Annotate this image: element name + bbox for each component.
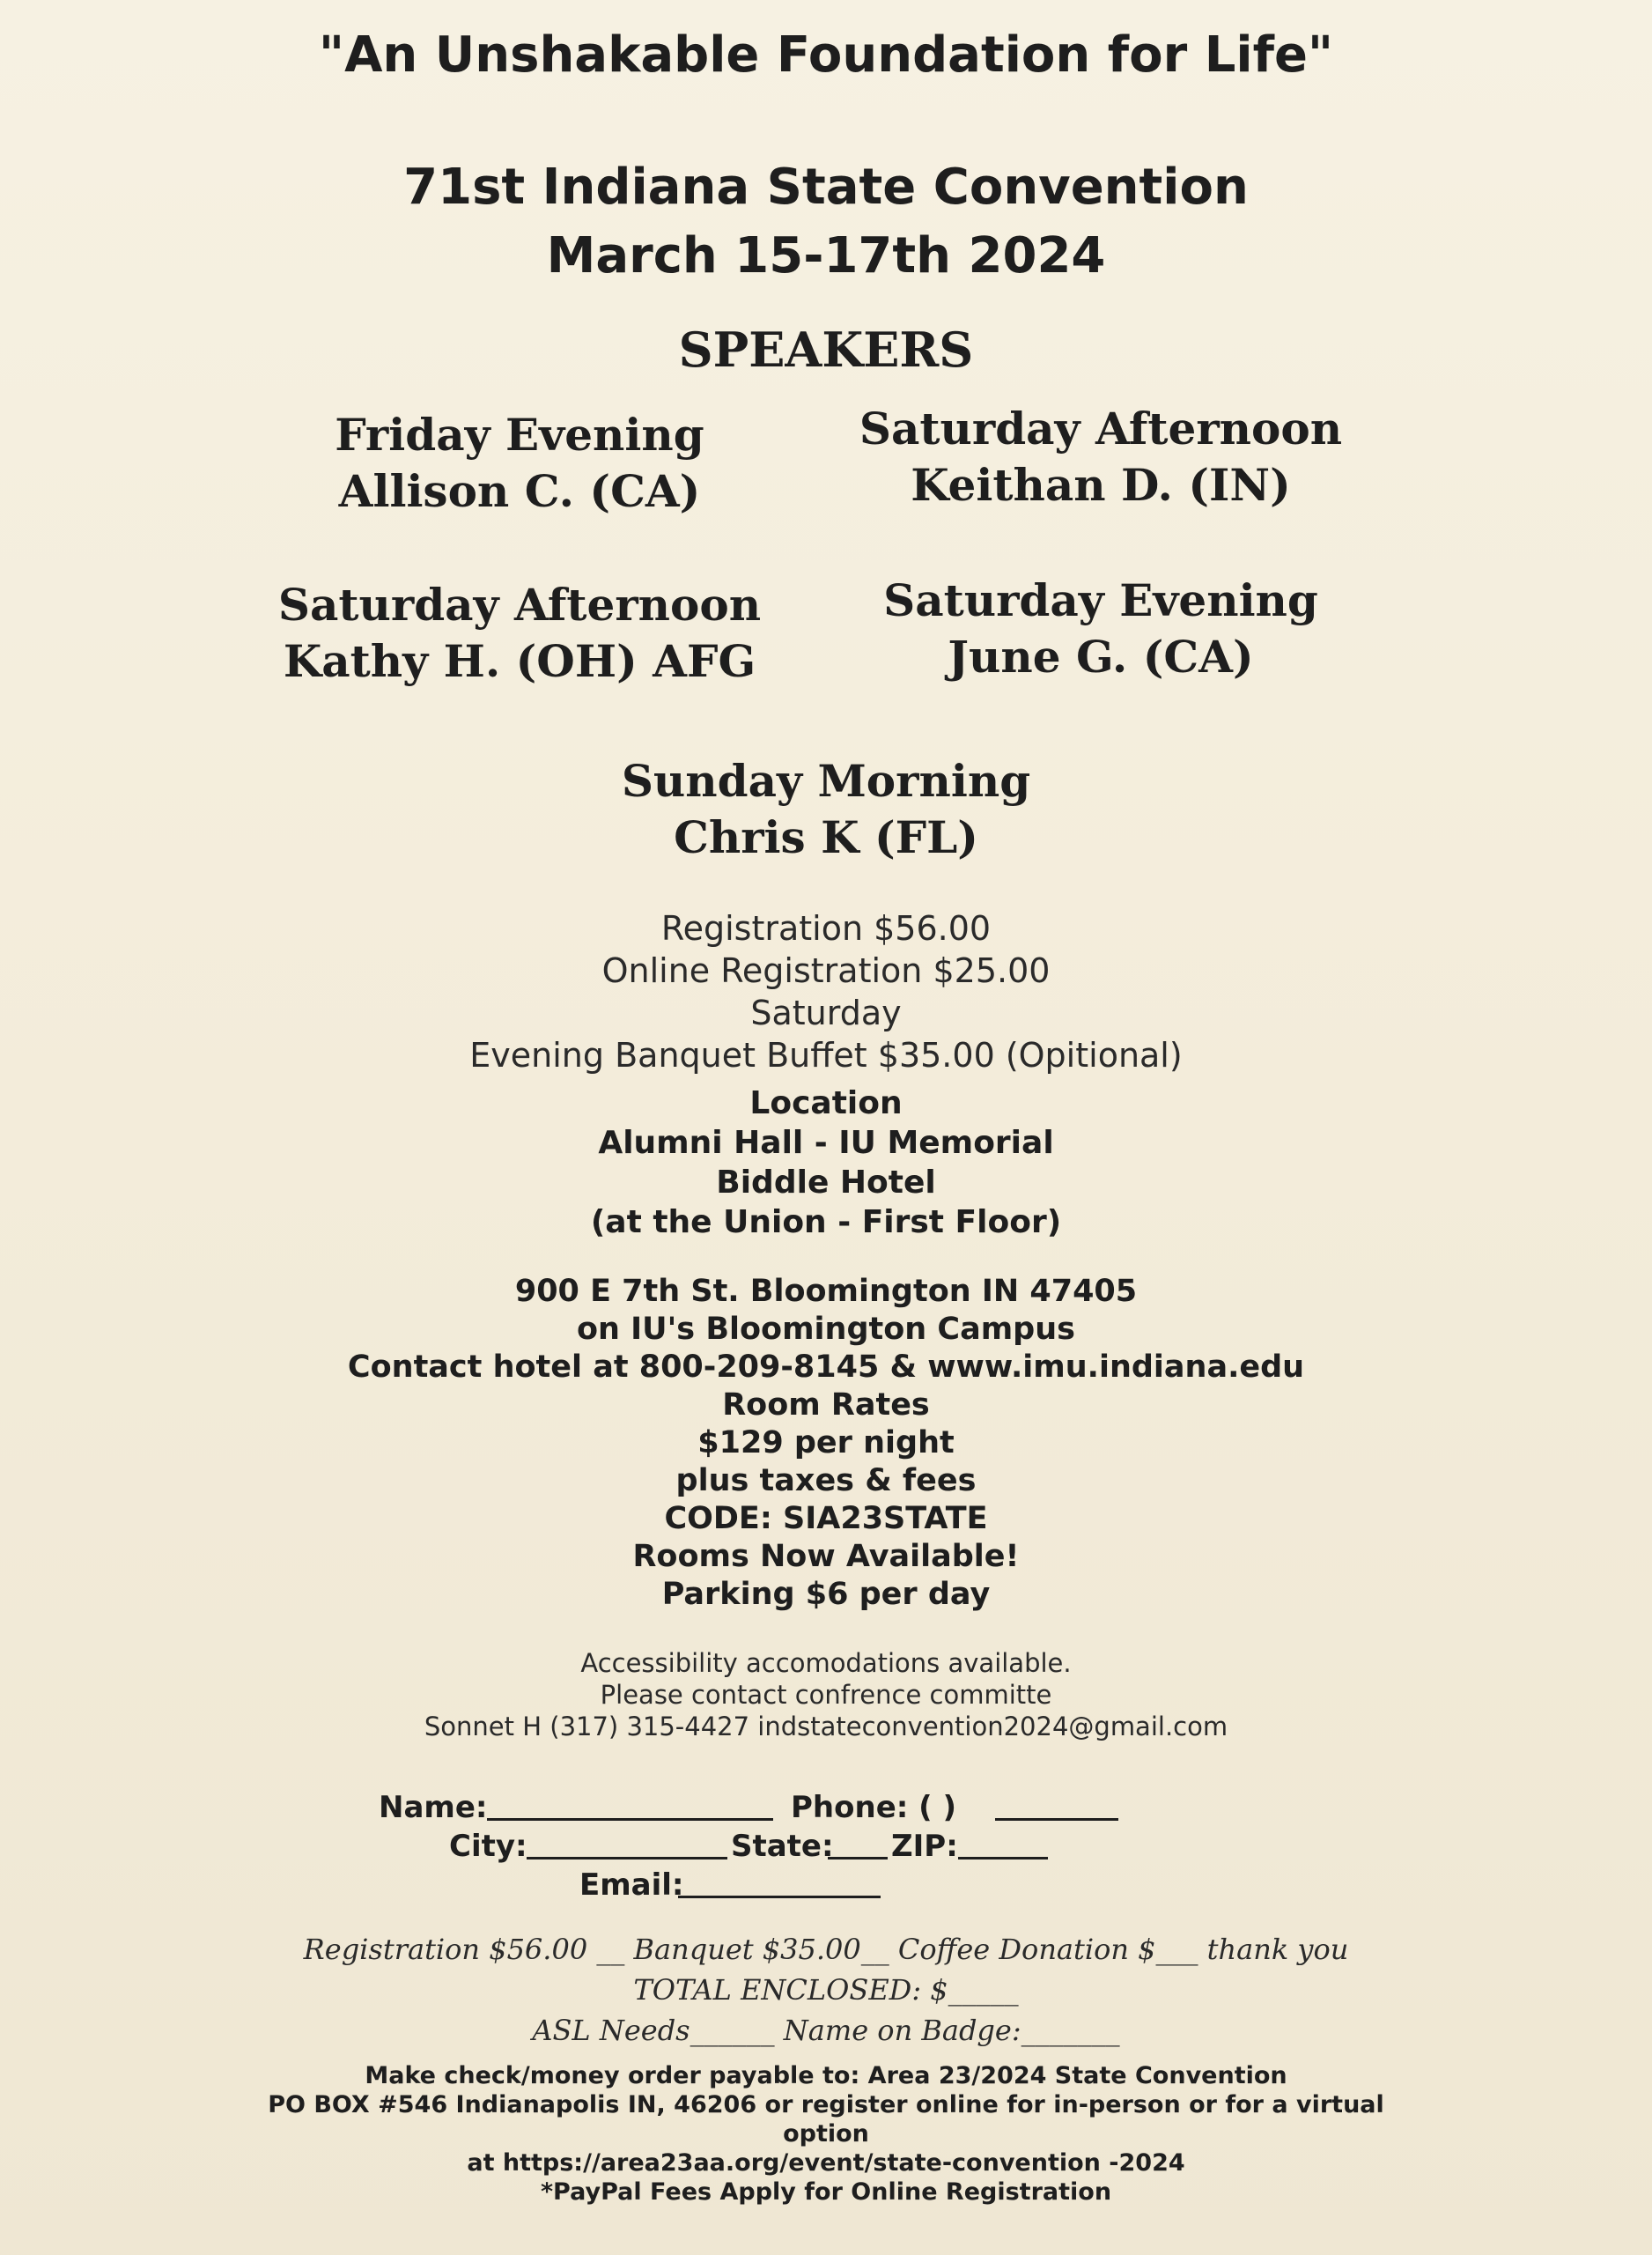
speaker-block <box>211 407 828 520</box>
state-field[interactable] <box>828 1830 888 1859</box>
address-line: CODE: SIA23STATE <box>664 1501 988 1536</box>
order-section <box>0 1929 1652 2051</box>
speaker-session: Saturday Evening <box>883 574 1318 626</box>
fees-section <box>0 907 1652 1076</box>
name-field[interactable] <box>487 1792 773 1821</box>
form-row-city-state-zip <box>0 1827 1652 1866</box>
convention-name: 71st Indiana State Convention <box>403 159 1249 216</box>
phone-field[interactable] <box>995 1792 1118 1821</box>
address-line: on IU's Bloomington Campus <box>577 1312 1075 1347</box>
speaker-session: Saturday Afternoon <box>277 579 762 631</box>
fee-line: Registration $56.00 <box>660 909 992 948</box>
form-row-name-phone <box>0 1788 1652 1827</box>
accessibility-line: Sonnet H (317) 315-4427 indstateconvention2024@gmail.com <box>424 1712 1228 1741</box>
accessibility-line: Accessibility accomodations available. <box>580 1648 1072 1678</box>
fee-line: Online Registration $25.00 <box>601 951 1051 990</box>
speaker-name: June G. (CA) <box>948 631 1254 683</box>
fee-line: Saturday <box>750 994 902 1032</box>
address-line: Parking $6 per day <box>661 1577 991 1612</box>
address-line: 900 E 7th St. Bloomington IN 47405 <box>514 1274 1138 1309</box>
address-line: $129 per night <box>697 1425 955 1460</box>
order-line-total: TOTAL ENCLOSED: $_____ <box>633 1973 1019 2007</box>
phone-label: Phone: ( ) <box>791 1790 957 1825</box>
speaker-name: Chris K (FL) <box>674 811 978 863</box>
email-field[interactable] <box>678 1869 881 1898</box>
location-line: (at the Union - First Floor) <box>590 1204 1062 1240</box>
city-field[interactable] <box>527 1830 727 1859</box>
location-line: Location <box>749 1085 903 1121</box>
address-line: plus taxes & fees <box>675 1463 977 1498</box>
accessibility-section <box>0 1647 1652 1742</box>
form-row-email <box>0 1866 1652 1904</box>
speaker-session: Sunday Morning <box>621 755 1031 807</box>
city-label: City: <box>449 1829 527 1864</box>
registration-url: at https://area23aa.org/event/state-convention -2024 <box>467 2149 1185 2177</box>
accessibility-line: Please contact confrence committe <box>600 1680 1052 1710</box>
payable-line: Make check/money order payable to: Area 23/2024 State Convention <box>365 2062 1287 2089</box>
address-line: Contact hotel at 800-209-8145 & www.imu.indiana.edu <box>347 1349 1305 1385</box>
payable-line: PO BOX #546 Indianapolis IN, 46206 or register online for in-person or for a virtual <box>268 2091 1384 2118</box>
speakers-heading: SPEAKERS <box>678 322 974 378</box>
location-section <box>0 1083 1652 1242</box>
speaker-name: Kathy H. (OH) AFG <box>283 635 756 687</box>
payable-section <box>0 2061 1652 2207</box>
fee-line: Evening Banquet Buffet $35.00 (Opitional) <box>469 1036 1183 1075</box>
speaker-name: Keithan D. (IN) <box>911 459 1291 511</box>
zip-label: ZIP: <box>891 1829 958 1864</box>
speaker-session: Friday Evening <box>335 409 704 461</box>
email-label: Email: <box>579 1867 684 1903</box>
speaker-block <box>518 753 1134 866</box>
speaker-name: Allison C. (CA) <box>338 465 701 517</box>
order-line-asl-badge: ASL Needs______ Name on Badge:_______ <box>532 2014 1120 2047</box>
name-label: Name: <box>379 1790 488 1825</box>
address-line: Rooms Now Available! <box>632 1539 1020 1574</box>
theme-title: "An Unshakable Foundation for Life" <box>318 26 1334 84</box>
speaker-block <box>793 401 1409 514</box>
payable-line: option <box>783 2120 869 2148</box>
address-line: Room Rates <box>722 1387 930 1423</box>
location-line: Biddle Hotel <box>716 1164 936 1201</box>
zip-field[interactable] <box>958 1830 1048 1859</box>
address-section <box>0 1273 1652 1614</box>
registration-form <box>0 1788 1652 1904</box>
location-line: Alumni Hall - IU Memorial <box>598 1125 1054 1161</box>
convention-dates: March 15-17th 2024 <box>546 227 1106 285</box>
state-label: State: <box>731 1829 834 1864</box>
speaker-block <box>211 577 828 690</box>
paypal-note: *PayPal Fees Apply for Online Registration <box>540 2178 1112 2206</box>
order-line-registration: Registration $56.00 __ Banquet $35.00__ Coffee Donation $___ thank you <box>303 1933 1349 1966</box>
speaker-block <box>793 573 1409 685</box>
speaker-session: Saturday Afternoon <box>859 403 1343 455</box>
